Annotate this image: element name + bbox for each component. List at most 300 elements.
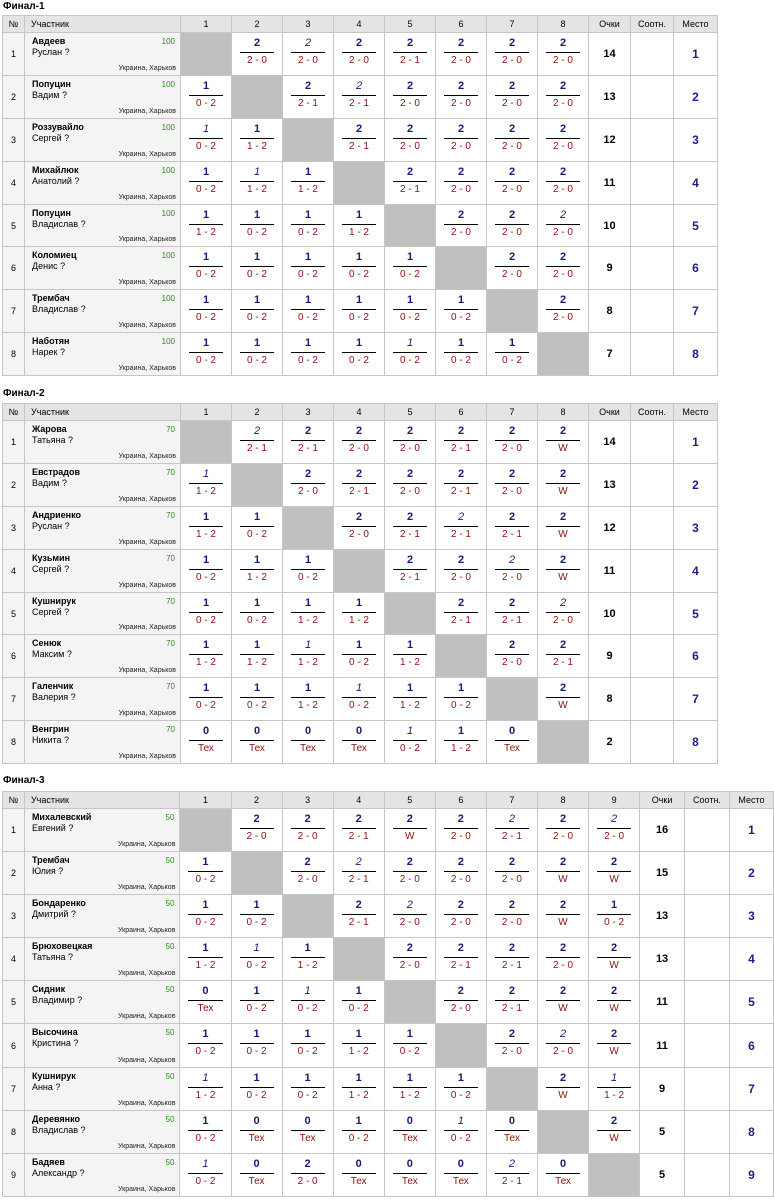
player-location: Украина, Харьков (118, 1099, 176, 1107)
game-cell (232, 721, 283, 764)
game-divider (342, 266, 376, 267)
game-score: 2 - 0 (348, 443, 369, 454)
game-score: 2 - 0 (399, 485, 420, 497)
game-points: 2 (559, 79, 567, 92)
game-divider (240, 1130, 274, 1131)
game-divider (342, 95, 376, 96)
game-divider (444, 914, 478, 915)
game-points: 1 (457, 1114, 464, 1127)
row-number: 9 (3, 1153, 25, 1196)
game-cell (181, 75, 232, 118)
game-cell (436, 592, 487, 635)
player-row (3, 75, 718, 118)
game-cell (436, 506, 487, 549)
player-last-name[interactable]: Михалевский (31, 812, 92, 822)
game-score: 0 - 2 (348, 1132, 369, 1144)
game-divider (444, 740, 478, 741)
game-divider (188, 1087, 222, 1088)
player-cell (25, 75, 181, 118)
game-score: 0 - 2 (246, 355, 267, 367)
player-last-name[interactable]: Деревянко (31, 1113, 80, 1124)
game-cell (334, 463, 385, 506)
game-divider (393, 483, 427, 484)
game-points: 2 (457, 899, 464, 912)
game-divider (188, 1130, 222, 1131)
game-divider (546, 309, 580, 310)
game-cell (385, 549, 436, 592)
player-first-name: Руслан ? (32, 520, 70, 531)
player-last-name[interactable]: Трембач (32, 293, 70, 304)
player-first-name: Валерия ? (32, 692, 76, 703)
player-row (3, 161, 718, 204)
game-cell (436, 290, 487, 333)
game-cell (181, 118, 232, 161)
game-points: 1 (355, 1028, 362, 1041)
row-number: 2 (3, 852, 25, 895)
game-divider (240, 1173, 274, 1174)
game-points: 2 (406, 467, 414, 480)
game-points: 1 (304, 596, 312, 609)
player-last-name[interactable]: Андриенко (32, 509, 82, 520)
game-cell (436, 161, 487, 204)
game-divider (495, 1000, 529, 1001)
game-points: 2 (457, 79, 465, 92)
game-divider (240, 654, 274, 655)
game-cell (181, 290, 232, 333)
game-cell (334, 635, 385, 678)
player-last-name[interactable]: Попуцин (32, 207, 71, 218)
player-location: Украина, Харьков (118, 624, 176, 632)
game-cell (538, 161, 589, 204)
player-row (3, 635, 718, 678)
game-score: 0 - 2 (195, 874, 216, 886)
game-cell (181, 204, 232, 247)
game-divider (393, 1087, 427, 1088)
game-points: 2 (304, 425, 312, 437)
game-score: 2 - 0 (501, 657, 522, 669)
game-score: 1 - 2 (297, 183, 318, 195)
player-last-name[interactable]: Сенюк (32, 638, 62, 649)
game-score: 2 - 0 (552, 269, 573, 281)
player-last-name[interactable]: Венгрин (32, 724, 70, 735)
game-cell (232, 161, 283, 204)
game-cell (334, 204, 385, 247)
header-points: Очки (589, 16, 631, 33)
player-rating: 100 (161, 251, 175, 261)
game-divider (240, 914, 274, 915)
player-rating: 100 (161, 294, 175, 304)
player-location: Украина, Харьков (118, 236, 176, 244)
game-score: Тех (504, 743, 520, 755)
row-number: 1 (3, 33, 25, 76)
game-points: 1 (355, 251, 363, 264)
game-cell (589, 938, 640, 981)
self-cell (231, 852, 282, 895)
game-score: Тех (503, 1132, 520, 1144)
game-score: 2 - 1 (348, 485, 369, 497)
total-points: 16 (640, 809, 685, 852)
game-points: 1 (202, 682, 210, 695)
player-row (3, 1153, 774, 1196)
game-points: 2 (508, 79, 516, 92)
header-ratio: Соотн. (685, 792, 730, 809)
player-first-name: Юлия ? (31, 866, 64, 877)
player-first-name: Сергей ? (32, 606, 70, 617)
player-last-name[interactable]: Евстрадов (32, 466, 80, 477)
game-score: 2 - 1 (399, 55, 420, 66)
game-divider (291, 569, 325, 570)
game-divider (495, 828, 529, 829)
game-score: 2 - 0 (450, 1003, 471, 1015)
game-cell (282, 1110, 333, 1153)
game-divider (546, 526, 580, 527)
game-divider (342, 1173, 376, 1174)
game-points: 1 (457, 337, 465, 350)
game-score: 2 - 0 (552, 183, 573, 195)
ratio-cell (631, 463, 674, 506)
game-points: 1 (406, 337, 414, 350)
game-score: 2 - 1 (501, 1175, 522, 1187)
game-points: 2 (304, 37, 312, 49)
row-number: 7 (3, 1067, 25, 1110)
player-last-name[interactable]: Коломиец (32, 250, 77, 261)
player-last-name[interactable]: Галенчик (32, 681, 74, 692)
game-score: 0 - 2 (297, 355, 318, 367)
game-divider (546, 440, 580, 441)
player-rating: 50 (165, 1157, 175, 1167)
player-first-name: Владимир ? (31, 995, 83, 1006)
game-divider (495, 740, 529, 741)
player-last-name[interactable]: Сидник (31, 984, 66, 995)
player-last-name[interactable]: Кушнирук (32, 595, 76, 606)
game-score: 2 - 0 (552, 55, 573, 66)
game-points: 2 (508, 165, 516, 178)
self-cell (334, 161, 385, 204)
game-score: 2 - 0 (552, 312, 573, 324)
game-cell (385, 421, 436, 464)
player-row (3, 852, 774, 895)
player-cell (25, 678, 181, 721)
player-last-name[interactable]: Бондаренко (31, 898, 86, 909)
player-last-name[interactable]: Кушнирук (31, 1070, 76, 1081)
game-divider (291, 440, 325, 441)
ratio-cell (631, 592, 674, 635)
total-points: 14 (589, 421, 631, 464)
game-score: Тех (350, 1175, 367, 1187)
game-points: 2 (355, 79, 363, 92)
game-cell (283, 549, 334, 592)
game-cell (487, 421, 538, 464)
game-score: 0 - 2 (195, 1175, 216, 1187)
self-cell (589, 1153, 640, 1196)
player-last-name[interactable]: Кузьмин (32, 552, 71, 563)
game-score: Тех (198, 743, 214, 755)
game-cell (538, 592, 589, 635)
game-cell (538, 247, 589, 290)
game-cell (231, 1110, 282, 1153)
game-divider (546, 95, 580, 96)
game-score: 0 - 2 (195, 1132, 216, 1144)
game-score: 2 - 0 (604, 831, 625, 842)
game-divider (444, 1130, 478, 1131)
game-cell (282, 938, 333, 981)
game-cell (181, 333, 232, 376)
game-cell (538, 33, 589, 76)
game-points: 1 (253, 251, 261, 264)
game-score: Тех (248, 1175, 265, 1187)
game-cell (487, 333, 538, 376)
game-divider (495, 52, 529, 53)
game-cell (232, 247, 283, 290)
header-place: Место (674, 16, 718, 33)
player-location: Украина, Харьков (118, 970, 176, 978)
game-points: 2 (457, 856, 464, 869)
game-points: 2 (508, 639, 516, 652)
game-score: 2 - 0 (552, 140, 573, 152)
game-points: 1 (355, 639, 363, 652)
self-cell (385, 204, 436, 247)
game-divider (342, 52, 376, 53)
row-number: 6 (3, 247, 25, 290)
game-score: W (609, 874, 619, 886)
game-divider (342, 138, 376, 139)
game-cell (435, 981, 486, 1024)
game-points: 2 (406, 425, 414, 437)
player-last-name[interactable]: Роззувайло (32, 121, 84, 132)
game-cell (333, 1024, 384, 1067)
player-first-name: Вадим ? (32, 477, 67, 488)
header-opponent-3: 3 (282, 792, 333, 809)
game-divider (546, 697, 580, 698)
game-divider (393, 1173, 427, 1174)
game-points: 2 (304, 467, 312, 480)
game-points: 1 (304, 251, 312, 264)
game-cell (180, 895, 231, 938)
game-cell (385, 33, 436, 76)
game-divider (546, 483, 580, 484)
game-cell (384, 1110, 435, 1153)
game-points: 2 (304, 79, 312, 92)
game-cell (384, 1067, 435, 1110)
game-points: 2 (559, 985, 567, 998)
game-cell (232, 678, 283, 721)
section-title: Финал-2 (3, 388, 45, 399)
game-divider (291, 1130, 325, 1131)
game-divider (240, 224, 274, 225)
game-cell (436, 75, 487, 118)
game-cell (181, 247, 232, 290)
game-points: 1 (253, 639, 261, 652)
player-location: Украина, Харьков (118, 1056, 176, 1064)
game-score: W (558, 1089, 568, 1101)
self-cell (384, 981, 435, 1024)
game-points: 0 (304, 725, 312, 738)
total-points: 7 (589, 333, 631, 376)
game-score: 1 - 2 (297, 700, 318, 712)
header-points: Очки (589, 404, 631, 421)
player-last-name[interactable]: Михайлюк (32, 164, 79, 175)
game-score: W (609, 1132, 619, 1144)
place-cell: 7 (729, 1067, 773, 1110)
game-cell (334, 678, 385, 721)
row-number: 8 (3, 1110, 25, 1153)
game-divider (188, 1173, 222, 1174)
game-divider (342, 697, 376, 698)
player-first-name: Сергей ? (32, 132, 70, 143)
game-points: 2 (508, 37, 516, 49)
header-points: Очки (640, 792, 685, 809)
game-divider (393, 1043, 427, 1044)
player-location: Украина, Харьков (118, 667, 176, 675)
game-points: 1 (406, 1028, 413, 1041)
game-divider (291, 654, 325, 655)
row-number: 7 (3, 678, 25, 721)
player-last-name[interactable]: Наботян (32, 336, 70, 347)
game-cell (384, 938, 435, 981)
player-row (3, 1024, 774, 1067)
game-cell (435, 1067, 486, 1110)
game-divider (495, 871, 529, 872)
game-points: 0 (202, 985, 209, 998)
row-number: 7 (3, 290, 25, 333)
game-points: 2 (559, 37, 567, 49)
results-table (2, 791, 774, 1197)
game-score: 0 - 2 (450, 700, 471, 712)
game-score: 2 - 0 (399, 443, 420, 454)
player-first-name: Руслан ? (32, 47, 70, 57)
game-score: 0 - 2 (399, 269, 420, 281)
game-divider (444, 52, 478, 53)
player-last-name[interactable]: Брюховецкая (31, 941, 93, 952)
game-divider (189, 740, 223, 741)
game-points: 1 (355, 985, 362, 998)
player-rating: 100 (161, 79, 175, 89)
game-score: Тех (555, 1175, 571, 1187)
place-cell: 3 (729, 895, 773, 938)
player-rating: 100 (161, 37, 175, 46)
game-score: 2 - 1 (297, 97, 318, 109)
player-last-name[interactable]: Попуцин (32, 78, 71, 89)
game-cell (538, 635, 589, 678)
game-score: 2 - 0 (297, 831, 318, 842)
game-points: 1 (457, 682, 465, 695)
game-score: 0 - 2 (450, 1089, 471, 1101)
player-location: Украина, Харьков (118, 927, 176, 935)
player-first-name: Сергей ? (32, 563, 70, 574)
game-score: 2 - 0 (297, 485, 318, 497)
player-cell (25, 635, 181, 678)
game-score: 2 - 0 (348, 528, 369, 540)
game-points: 2 (611, 1028, 618, 1041)
game-cell (231, 1024, 282, 1067)
game-score: 0 - 2 (450, 312, 471, 324)
game-divider (291, 1000, 325, 1001)
game-cell (231, 809, 282, 852)
game-score: 2 - 1 (348, 917, 369, 929)
game-points: 0 (304, 1114, 311, 1127)
game-divider (597, 1000, 631, 1001)
game-points: 1 (202, 596, 210, 609)
game-divider (495, 266, 529, 267)
game-score: 1 - 2 (399, 700, 420, 712)
game-points: 1 (202, 467, 210, 480)
game-divider (495, 352, 529, 353)
game-divider (393, 957, 427, 958)
total-points: 2 (589, 721, 631, 764)
game-score: 1 - 2 (246, 140, 267, 152)
game-divider (393, 914, 427, 915)
row-number: 2 (3, 463, 25, 506)
game-points: 2 (304, 856, 311, 869)
total-points: 9 (589, 247, 631, 290)
game-cell (180, 981, 231, 1024)
game-score: 0 - 2 (399, 743, 420, 755)
player-last-name[interactable]: Высочина (31, 1027, 78, 1038)
player-last-name[interactable]: Бадяев (31, 1156, 65, 1167)
game-points: 2 (508, 208, 516, 221)
player-cell (25, 333, 181, 376)
game-cell (283, 204, 334, 247)
header-opponent-1: 1 (180, 792, 231, 809)
game-divider (291, 740, 325, 741)
game-cell (385, 506, 436, 549)
game-divider (444, 697, 478, 698)
self-cell (181, 33, 232, 76)
header-place: Место (729, 792, 773, 809)
player-last-name[interactable]: Авдеев (32, 36, 66, 46)
game-points: 2 (508, 251, 516, 264)
game-score: 2 - 1 (450, 960, 471, 972)
game-divider (291, 957, 325, 958)
player-location: Украина, Харьков (118, 193, 176, 201)
game-divider (546, 1173, 580, 1174)
game-cell (487, 247, 538, 290)
game-points: 2 (457, 942, 464, 955)
game-divider (240, 697, 274, 698)
game-cell (334, 333, 385, 376)
game-score: 0 - 2 (195, 312, 216, 324)
game-divider (495, 569, 529, 570)
game-score: 1 - 2 (399, 657, 420, 669)
game-cell (334, 247, 385, 290)
header-row (3, 792, 774, 809)
player-last-name[interactable]: Трембач (31, 855, 70, 866)
game-divider (291, 266, 325, 267)
game-cell (589, 1067, 640, 1110)
player-row (3, 204, 718, 247)
game-cell (384, 895, 435, 938)
game-points: 2 (508, 510, 516, 523)
game-points: 1 (406, 294, 414, 307)
row-number: 4 (3, 938, 25, 981)
player-last-name[interactable]: Жарова (32, 424, 67, 434)
row-number: 5 (3, 592, 25, 635)
game-divider (444, 352, 478, 353)
game-divider (393, 526, 427, 527)
game-score: 0 - 2 (297, 1089, 318, 1101)
game-score: 0 - 2 (195, 614, 216, 626)
game-cell (231, 938, 282, 981)
game-cell (486, 1024, 537, 1067)
ratio-cell (631, 161, 674, 204)
header-number: № (3, 792, 25, 809)
header-row (3, 16, 718, 33)
game-divider (291, 352, 325, 353)
game-points: 1 (253, 942, 260, 955)
game-cell (436, 421, 487, 464)
player-first-name: Татьяна ? (32, 435, 74, 445)
header-player: Участник (25, 16, 181, 33)
